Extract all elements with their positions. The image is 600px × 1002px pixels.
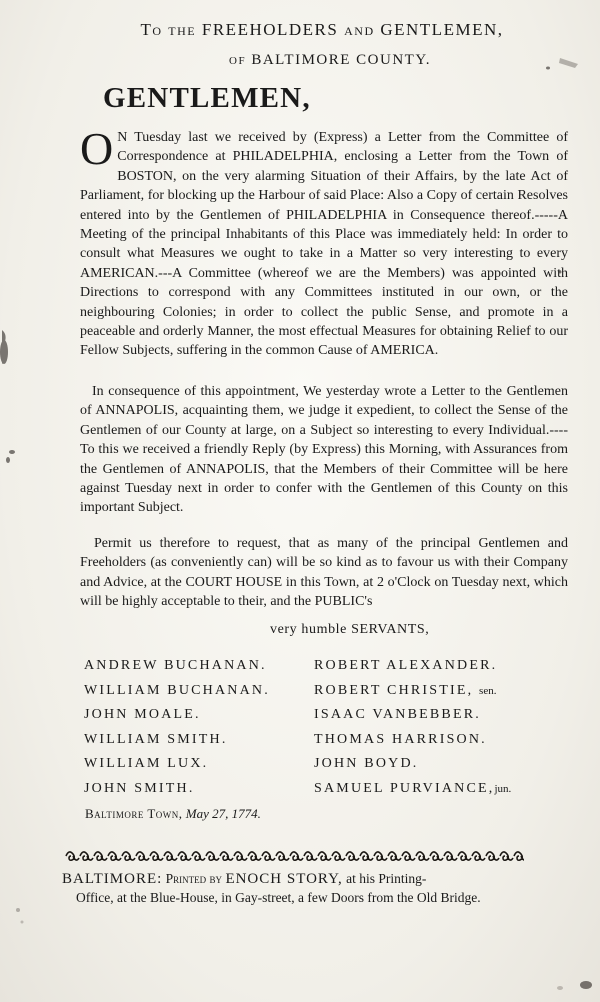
ornament-glyph [514, 852, 524, 860]
paragraph-1 [80, 123, 568, 361]
signatory-entry [314, 703, 511, 728]
ornament-glyph [136, 852, 149, 860]
freeholders-text: FREEHOLDERS [201, 20, 339, 39]
signatory-name: ISAAC VANBEBBER. [314, 707, 481, 722]
signatory-entry [314, 777, 511, 802]
ornament-glyph [472, 852, 485, 860]
address-line-1 [82, 20, 562, 40]
dateline-town: Baltimore Town, [85, 806, 183, 821]
ornament-glyph [458, 852, 471, 860]
ornament-glyph [150, 852, 163, 860]
signatory-entry [314, 679, 511, 704]
signatory-name: ROBERT CHRISTIE, [314, 682, 474, 698]
ornament-glyph [206, 852, 219, 860]
signatory-name: WILLIAM SMITH. [84, 731, 228, 747]
paragraph-1-text: N Tuesday last we received by (Express) a Letter from the Committee of Correspondence at PHILADELPHIA, enclosing a Letter from the Town of BOSTON, on the very alarming Situation of their Affairs, by the late Act of Parliament, for blocking up the Harbour of said Place: Also a Copy of certain Resolves entered into by the Gentlemen of PHILADELPHIA in Consequence thereof.-----A Meeting of the principal Inhabitants of this Place was immediately held: In order to consult what Measures we ought to take in a Matter so very interesting to every AMERICAN.---A Committee (whereof we are the Members) was appointed with Directions to correspond with any Committees instituted in our own, or the neighbouring Colonies; in order to collect the public Sense, and promote in a peaceable and orderly Manner, the most effectual Measures for obtaining Relief to our Fellow Subjects, suffering in the common Cause of AMERICA. [80, 130, 568, 359]
ornament-glyph [290, 852, 303, 860]
signatory-entry [314, 654, 511, 679]
ornament-glyph [66, 852, 79, 860]
ornament-glyph [486, 852, 499, 860]
to-the-text: To the [140, 20, 197, 39]
signatory-suffix: sen. [479, 684, 497, 697]
ornament-glyph [444, 852, 457, 860]
ornament-glyph [122, 852, 135, 860]
ornament-glyph [416, 852, 429, 860]
ornament-glyph [248, 852, 261, 860]
county-text: BALTIMORE COUNTY. [251, 52, 431, 68]
of-text: of [229, 52, 247, 68]
ornament-glyph [318, 852, 331, 860]
signatory-name: THOMAS HARRISON. [314, 731, 487, 747]
gentlemen-caps-text: GENTLEMEN, [380, 20, 504, 39]
paragraph-2: In consequence of this appointment, We yesterday wrote a Letter to the Gentlemen of ANNAPOLIS, acquainting them, we judge it expedient, to collect the Sense of the Gentlemen of our County at large, on a Subject so interesting to every Individual.----To this we received a friendly Reply (by Express) this Morning, with Assurances from the Gentlemen of ANNAPOLIS, that the Members of their Committee will be here against Tuesday next in order to confer with the Gentlemen of this County on this important Subject. [80, 384, 568, 516]
imprint-rest-2: Office, at the Blue-House, in Gay-street, a few Doors from the Old Bridge. [76, 889, 481, 905]
imprint-rest-1: at his Printing- [346, 871, 427, 886]
dateline-date: May 27, 1774. [185, 806, 261, 821]
address-line-2 [140, 52, 520, 69]
closing-line: very humble SERVANTS, [270, 622, 430, 637]
ornament-glyph [388, 852, 401, 860]
signatory-name: JOHN MOALE. [84, 707, 201, 722]
ornament-glyph [276, 852, 289, 860]
drop-cap: O [80, 123, 114, 174]
signatory-suffix: jun. [494, 782, 512, 795]
dateline [85, 806, 261, 822]
signatory-name: ROBERT ALEXANDER. [314, 658, 498, 673]
signatory-name: JOHN SMITH. [84, 780, 195, 796]
signatory-name: SAMUEL PURVIANCE, [314, 780, 495, 796]
ornament-glyph [164, 852, 177, 860]
signatory-name: ANDREW BUCHANAN. [84, 658, 267, 673]
imprint-city: BALTIMORE: [62, 871, 163, 887]
ornament-glyph [500, 852, 513, 860]
imprint-printer: ENOCH STORY, [225, 871, 343, 887]
ornament-glyph [192, 852, 205, 860]
imprint-printed-by: Printed by [165, 871, 223, 886]
signatory-entry [314, 728, 511, 753]
ornament-glyph [346, 852, 359, 860]
salutation: GENTLEMEN, [103, 82, 311, 114]
ornament-glyph [80, 852, 93, 860]
ornament-glyph [234, 852, 247, 860]
printer-imprint [62, 870, 532, 907]
ornament-glyph [402, 852, 415, 860]
ornament-glyph [304, 852, 317, 860]
ornament-glyph [220, 852, 233, 860]
signatories-right-column [314, 654, 511, 801]
ornament-glyph [430, 852, 443, 860]
ornamental-rule [62, 848, 524, 864]
ornament-glyph [332, 852, 345, 860]
ornament-glyph [374, 852, 387, 860]
ornament-glyph [94, 852, 107, 860]
paragraph-3: Permit us therefore to request, that as many of the principal Gentlemen and Freeholders (as conveniently can) will be so kind as to favour us with their Company and Advice, at the COURT HOUSE in this Town, at 2 o'Clock on Tuesday next, which will be highly acceptable to their, and the PUBLIC's [80, 536, 568, 610]
signatory-name: WILLIAM BUCHANAN. [84, 682, 270, 698]
ornament-glyph [262, 852, 275, 860]
and-text: and [344, 20, 375, 39]
ornament-glyph [178, 852, 191, 860]
signatory-name: JOHN BOYD. [314, 756, 419, 771]
signatories-left-column [84, 654, 270, 801]
ornament-glyph [108, 852, 121, 860]
signatory-name: WILLIAM LUX. [84, 756, 209, 771]
signatory-entry [314, 752, 511, 777]
ornament-glyph [360, 852, 373, 860]
